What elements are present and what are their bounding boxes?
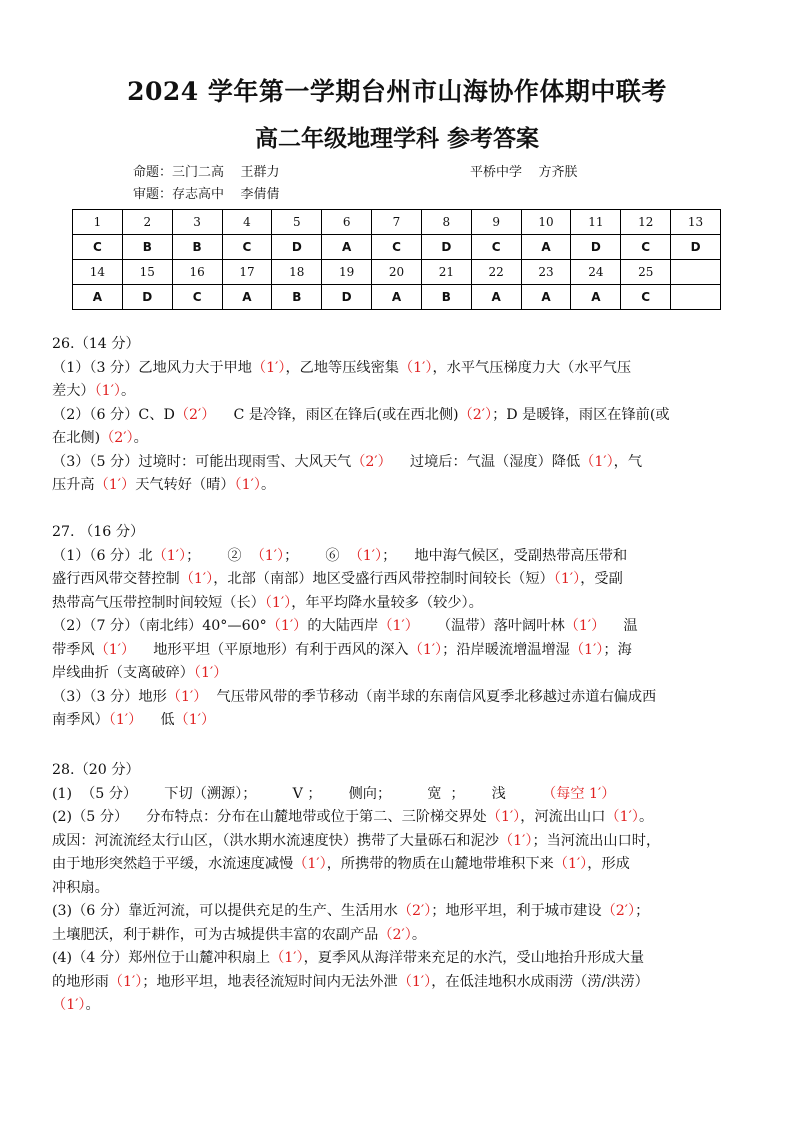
answer-cell: B [421, 285, 471, 310]
answer-cell [671, 285, 721, 310]
score-mark: （2′） [378, 926, 412, 943]
q26-l3-t0: （2）（6 分）C、D [52, 406, 175, 423]
score-mark: （2′） [601, 903, 636, 919]
q27-l2-t0: 盛行西风带交替控制 [52, 571, 180, 587]
q28-l2-t0: (2)（5 分） 分布特点：分布在山麓地带或位于第二、三阶梯交界处 [52, 809, 487, 825]
q27-l5-t0: 带季风 [52, 641, 95, 658]
score-mark: （2′） [397, 903, 432, 919]
answer-cell: D [322, 285, 372, 310]
qnum-cell: 17 [222, 260, 272, 285]
q28-l10-t1: 。 [85, 997, 100, 1013]
q26-l5-t2: 过境后：气温（湿度）降低 [391, 453, 581, 470]
q27-line-8 [52, 709, 752, 733]
question-26 [52, 333, 752, 498]
q27-l2-t4: ，受副 [580, 571, 623, 587]
q27-l8-t0: 南季风） [52, 712, 109, 728]
answer-cell: A [521, 235, 571, 260]
q28-line-4 [52, 853, 752, 877]
q27-l4-t6: 温 [605, 618, 638, 634]
q26-line-3 [52, 404, 752, 428]
q28-l6-t0: (3)（6 分）靠近河流，可以提供充足的生产、生活用水 [52, 903, 398, 919]
q27-line-1 [52, 545, 752, 569]
q27-l5-t2: 地形平坦（平原地形）有利于西风的深入 [135, 641, 409, 658]
q28-line-2 [52, 806, 752, 830]
qnum-cell: 22 [471, 260, 521, 285]
q27-l4-t0: （2）（7 分）（南北纬）40°—60° [52, 618, 267, 634]
q28-l6-t4: ； [635, 903, 650, 919]
q28-l4-t4: ，形成 [587, 856, 630, 872]
q28-l3-t2: ；当河流出山口时， [532, 832, 661, 849]
q28-line-6 [52, 900, 752, 924]
score-mark: （1′） [94, 641, 136, 658]
q27-l2-t2: ，北部（南部）地区受盛行西风带控制时间较长（短） [213, 571, 554, 587]
q27-l7-t0: （3）（3 分）地形 [52, 688, 167, 705]
qnum-cell: 23 [521, 260, 571, 285]
q28-line-8 [52, 947, 752, 971]
score-mark: （1′） [174, 712, 216, 728]
score-mark: （每空 1′） [541, 785, 616, 802]
answer-cell: C [471, 235, 521, 260]
qnum-cell: 2 [122, 210, 172, 235]
exam-title: 2024 学年第一学期台州市山海协作体期中联考 [127, 77, 667, 106]
q28-l9-t0: 的地形雨 [52, 973, 109, 990]
q28-line-10 [52, 994, 752, 1018]
answer-cell: D [421, 235, 471, 260]
q28-l2-t2: ，河流出山口 [520, 809, 606, 825]
score-mark: （2′） [351, 453, 392, 470]
score-mark: （1′） [553, 856, 588, 872]
q26-line-5 [52, 451, 752, 475]
q28-l1-t0: (1) （5 分） 下切（溯源）； V ； 侧向； 宽 ； 浅 [52, 785, 542, 802]
q27-l4-t4: （温带）落叶阔叶林 [418, 618, 565, 634]
q27-l6-t0: 岸线曲折（支离破碎） [52, 665, 194, 681]
q27-l5-t4: ；沿岸暖流增温增湿 [442, 641, 570, 658]
q28-l8-t0: (4)（4 分）郑州位于山麓冲积扇上 [52, 950, 271, 966]
answer-table [72, 209, 721, 310]
q27-line-7 [52, 686, 752, 710]
score-mark: （2′） [100, 430, 134, 446]
q26-l1-t4: ，水平气压梯度力大（水平气压 [432, 359, 632, 376]
q28-l4-t0: 由于地形突然趋于平缓，水流速度减慢 [52, 856, 294, 872]
q28-line-7 [52, 924, 752, 948]
setters-line-2: 平桥中学 方齐朕 [470, 165, 578, 180]
q28-l7-t0: 土壤肥沃，利于耕作，可为古城提供丰富的农副产品 [52, 926, 379, 943]
answer-cell: D [122, 285, 172, 310]
q28-line-1 [52, 783, 752, 807]
answer-cell: A [73, 285, 123, 310]
score-mark: （1′） [234, 477, 261, 493]
q26-l3-t2: C 是冷锋，雨区在锋后(或在西北侧) [215, 406, 459, 423]
score-mark: （1′） [94, 383, 122, 399]
qnum-cell: 15 [122, 260, 172, 285]
qnum-cell: 11 [571, 210, 621, 235]
q27-line-3 [52, 592, 752, 616]
qnum-cell: 6 [322, 210, 372, 235]
q26-l6-t2: 天气转好（晴） [135, 477, 235, 493]
q27-line-2 [52, 568, 752, 592]
score-mark: （1′） [553, 571, 581, 587]
qnum-cell: 9 [471, 210, 521, 235]
q28-line-9 [52, 971, 752, 995]
qnum-cell: 7 [372, 210, 422, 235]
q27-l1-t6: ； 地中海气候区，受副热带高压带和 [382, 547, 628, 564]
q27-l3-t0: 热带高气压带控制时间较短（长） [52, 594, 265, 611]
answer-cell: B [272, 285, 322, 310]
qnum-cell: 16 [172, 260, 222, 285]
score-mark: （1′） [569, 641, 604, 658]
q26-l3-t4: ；D 是暖锋，雨区在锋前(或 [492, 406, 670, 423]
score-mark: （1′） [486, 809, 521, 825]
score-mark: （1′） [293, 856, 327, 872]
q26-heading: 26.（14 分） [52, 336, 140, 352]
q27-heading: 27. （16 分） [52, 524, 145, 540]
q27-line-5 [52, 639, 752, 663]
q26-l5-t4: ，气 [613, 453, 643, 470]
q26-l1-t2: ，乙地等压线密集 [285, 359, 399, 376]
score-mark: （1′） [348, 547, 383, 564]
score-mark: （1′） [266, 618, 308, 634]
answer-key-subtitle: 高二年级地理学科 参考答案 [254, 125, 539, 152]
answer-cell: A [521, 285, 571, 310]
q27-l8-t2: 低 [142, 712, 175, 728]
q28-l7-t2: 。 [411, 926, 427, 943]
q28-heading: 28.（20 分） [52, 762, 140, 778]
q28-l8-t2: ，夏季风从海洋带来充足的水汽，受山地抬升形成大量 [303, 950, 645, 966]
qnum-cell: 18 [272, 260, 322, 285]
q28-line-5 [52, 877, 752, 901]
score-mark: （1′） [408, 641, 443, 658]
answer-cell: C [621, 285, 671, 310]
score-mark: （1′） [498, 832, 533, 849]
score-mark: （2′） [174, 406, 216, 423]
q27-l4-t2: 的大陆西岸 [307, 618, 379, 634]
question-number-row [73, 260, 721, 285]
q28-l3-t0: 成因：河流流经太行山区，（洪水期水流速度快）携带了大量砾石和泥沙 [52, 832, 499, 849]
qnum-cell: 19 [322, 260, 372, 285]
q28-line-3 [52, 830, 752, 854]
q27-line-6 [52, 662, 752, 686]
qnum-cell: 4 [222, 210, 272, 235]
score-mark: （1′） [193, 665, 228, 681]
qnum-cell: 10 [521, 210, 571, 235]
score-mark: （1′） [264, 594, 292, 611]
score-mark: （1′） [152, 547, 187, 564]
q26-l1-t0: （1）（3 分）乙地风力大于甲地 [52, 359, 252, 376]
q28-l4-t2: ，所携带的物质在山麓地带堆积下来 [326, 856, 554, 872]
answer-cell: A [471, 285, 521, 310]
q28-l9-t4: ，在低洼地积水成雨涝（涝/洪涝） [431, 973, 649, 990]
answer-cell: C [372, 235, 422, 260]
answer-cell: A [372, 285, 422, 310]
answer-cell: D [571, 235, 621, 260]
score-mark: （1′） [52, 997, 86, 1013]
q28-l5-t0: 冲积扇。 [52, 879, 109, 896]
score-mark: （1′） [378, 618, 419, 634]
qnum-cell: 14 [73, 260, 123, 285]
q26-l6-t4: 。 [260, 477, 276, 493]
qnum-cell: 21 [421, 260, 471, 285]
qnum-cell [671, 260, 721, 285]
score-mark: （1′） [564, 618, 606, 634]
q27-l5-t6: ；海 [603, 641, 632, 658]
answer-cell: C [621, 235, 671, 260]
score-mark: （1′） [270, 950, 304, 966]
qnum-cell: 24 [571, 260, 621, 285]
score-mark: （1′） [580, 453, 614, 470]
answer-cell: B [122, 235, 172, 260]
answer-cell: A [322, 235, 372, 260]
answer-cell: B [172, 235, 222, 260]
score-mark: （1′） [398, 359, 433, 376]
q26-l6-t0: 压升高 [52, 477, 95, 493]
q28-l9-t2: ；地形平坦，地表径流短时间内无法外泄 [142, 973, 398, 990]
score-mark: （1′） [166, 688, 208, 705]
qnum-cell: 20 [372, 260, 422, 285]
q27-l1-t4: ； ⑥ [284, 547, 349, 564]
answer-cell: C [73, 235, 123, 260]
q27-l3-t2: ，年平均降水量较多（较少）。 [291, 594, 483, 611]
q27-l1-t0: （1）（6 分）北 [52, 547, 153, 564]
setters-line: 命题：三门二高 王群力 [133, 165, 280, 180]
q26-line-2 [52, 380, 752, 404]
score-mark: （1′） [250, 547, 285, 564]
q26-line-1 [52, 357, 752, 381]
q27-l7-t2: 气压带风带的季节移动（南半球的东南信风夏季北移越过赤道右偏成西 [207, 688, 657, 705]
q26-line-6 [52, 474, 752, 498]
q28-l2-t4: 。 [638, 809, 654, 825]
q26-l4-t2: 。 [133, 430, 148, 446]
score-mark: （2′） [458, 406, 493, 423]
q26-l5-t0: （3）（5 分）过境时：可能出现雨雪、大风天气 [52, 453, 352, 470]
reviewers-line: 审题：存志高中 李倩倩 [133, 187, 280, 202]
q26-l4-t0: 在北侧) [52, 430, 101, 446]
qnum-cell: 3 [172, 210, 222, 235]
answer-row [73, 235, 721, 260]
q26-l2-t0: 差大） [52, 383, 95, 399]
answer-cell: D [272, 235, 322, 260]
answer-cell: A [571, 285, 621, 310]
qnum-cell: 5 [272, 210, 322, 235]
qnum-cell: 1 [73, 210, 123, 235]
qnum-cell: 8 [421, 210, 471, 235]
q26-line-4 [52, 427, 752, 451]
score-mark: （1′） [397, 973, 432, 990]
answer-cell: C [222, 235, 272, 260]
question-28 [52, 759, 752, 1018]
score-mark: （1′） [179, 571, 214, 587]
q27-l1-t2: ； ② [186, 547, 251, 564]
answer-cell: A [222, 285, 272, 310]
qnum-cell: 25 [621, 260, 671, 285]
answer-cell: D [671, 235, 721, 260]
q27-line-4 [52, 615, 752, 639]
score-mark: （1′） [94, 477, 136, 493]
score-mark: （1′） [108, 973, 143, 990]
answer-row [73, 285, 721, 310]
score-mark: （1′） [605, 809, 639, 825]
q28-l6-t2: ；地形平坦，利于城市建设 [431, 903, 602, 919]
question-27 [52, 521, 752, 733]
qnum-cell: 12 [621, 210, 671, 235]
answer-cell: C [172, 285, 222, 310]
score-mark: （1′） [108, 712, 143, 728]
qnum-cell: 13 [671, 210, 721, 235]
q26-l2-t2: 。 [121, 383, 136, 399]
question-number-row [73, 210, 721, 235]
score-mark: （1′） [251, 359, 286, 376]
